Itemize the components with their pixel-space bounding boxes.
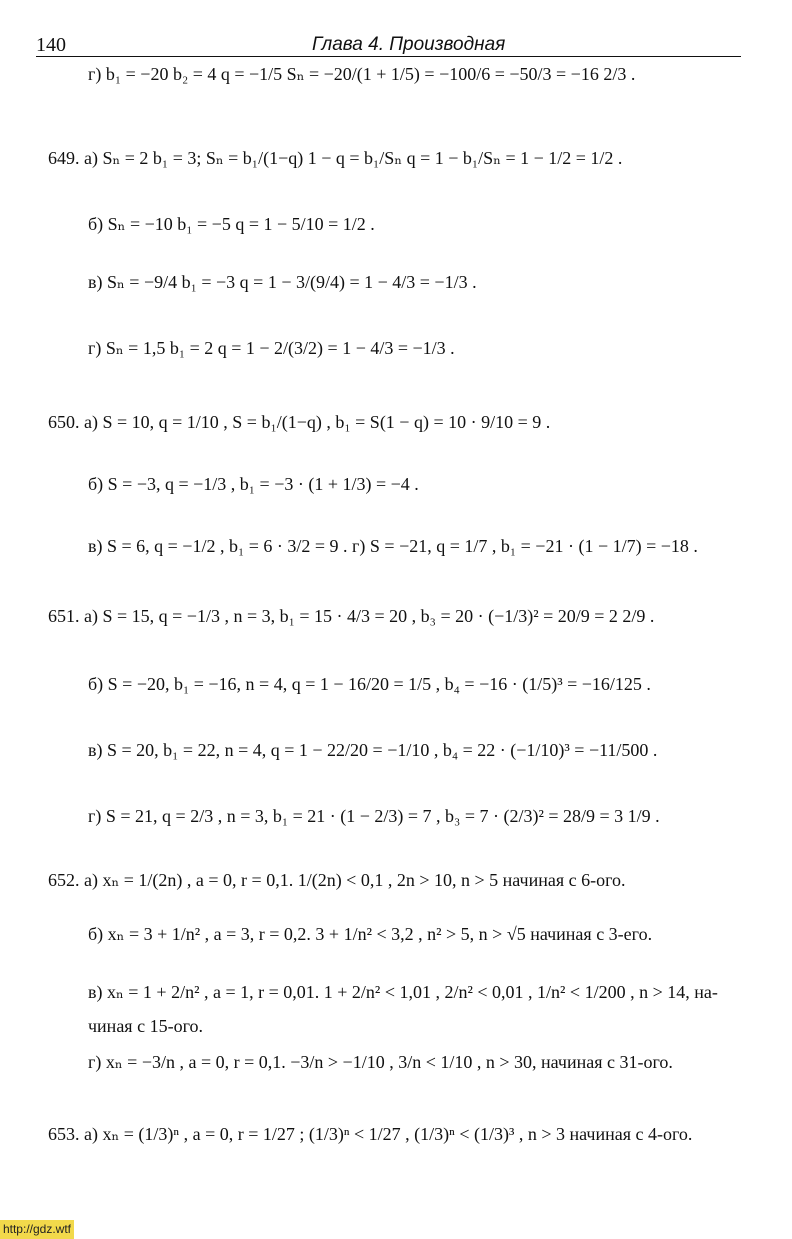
solution-line: в) S = 20, b₁ = 22, n = 4, q = 1 − 22/20 = −1/10 , b₄ = 22 · (−1/10)³ = −11/500 . bbox=[88, 740, 658, 760]
header-rule bbox=[36, 56, 741, 57]
solution-line: б) xₙ = 3 + 1/n² , a = 3, r = 0,2. 3 + 1/n² < 3,2 , n² > 5, n > √5 начиная с 3-его. bbox=[88, 924, 653, 944]
page-number: 140 bbox=[36, 34, 66, 56]
running-header: Глава 4. Производная bbox=[312, 34, 506, 55]
solution-line: 649. а) Sₙ = 2 b₁ = 3; Sₙ = b₁/(1−q) 1 − q = b₁/Sₙ q = 1 − b₁/Sₙ = 1 − 1/2 = 1/2 . bbox=[48, 148, 623, 168]
solution-line: б) S = −20, b₁ = −16, n = 4, q = 1 − 16/20 = 1/5 , b₄ = −16 · (1/5)³ = −16/125 . bbox=[88, 674, 651, 694]
solution-line: 653. а) xₙ = (1/3)ⁿ , a = 0, r = 1/27 ; (1/3)ⁿ < 1/27 , (1/3)ⁿ < (1/3)³ , n > 3 начиная с 4-ого. bbox=[48, 1124, 693, 1144]
solution-line: чиная с 15-ого. bbox=[88, 1016, 204, 1036]
solution-line: г) b₁ = −20 b₂ = 4 q = −1/5 Sₙ = −20/(1 + 1/5) = −100/6 = −50/3 = −16 2/3 . bbox=[88, 64, 636, 84]
solution-line: г) Sₙ = 1,5 b₁ = 2 q = 1 − 2/(3/2) = 1 − 4/3 = −1/3 . bbox=[88, 338, 455, 358]
solution-line: г) S = 21, q = 2/3 , n = 3, b₁ = 21 · (1 − 2/3) = 7 , b₃ = 7 · (2/3)² = 28/9 = 3 1/9 . bbox=[88, 806, 660, 826]
watermark: http://gdz.wtf bbox=[0, 1220, 74, 1239]
solution-line: 651. а) S = 15, q = −1/3 , n = 3, b₁ = 15 · 4/3 = 20 , b₃ = 20 · (−1/3)² = 20/9 = 2 2/9 . bbox=[48, 606, 655, 626]
solution-line: г) xₙ = −3/n , a = 0, r = 0,1. −3/n > −1/10 , 3/n < 1/10 , n > 30, начиная с 31-ого. bbox=[88, 1052, 673, 1072]
solution-line: б) Sₙ = −10 b₁ = −5 q = 1 − 5/10 = 1/2 . bbox=[88, 214, 375, 234]
solution-line: б) S = −3, q = −1/3 , b₁ = −3 · (1 + 1/3) = −4 . bbox=[88, 474, 419, 494]
solution-line: 652. а) xₙ = 1/(2n) , a = 0, r = 0,1. 1/(2n) < 0,1 , 2n > 10, n > 5 начиная с 6-ого. bbox=[48, 870, 626, 890]
solution-line: 650. а) S = 10, q = 1/10 , S = b₁/(1−q) , b₁ = S(1 − q) = 10 · 9/10 = 9 . bbox=[48, 412, 551, 432]
solution-line: в) xₙ = 1 + 2/n² , a = 1, r = 0,01. 1 + 2/n² < 1,01 , 2/n² < 0,01 , 1/n² < 1/200 , n > 14, на- bbox=[88, 982, 718, 1002]
solution-line: в) Sₙ = −9/4 b₁ = −3 q = 1 − 3/(9/4) = 1 − 4/3 = −1/3 . bbox=[88, 272, 477, 292]
solution-line: в) S = 6, q = −1/2 , b₁ = 6 · 3/2 = 9 . г) S = −21, q = 1/7 , b₁ = −21 · (1 − 1/7) = −18 . bbox=[88, 536, 698, 556]
